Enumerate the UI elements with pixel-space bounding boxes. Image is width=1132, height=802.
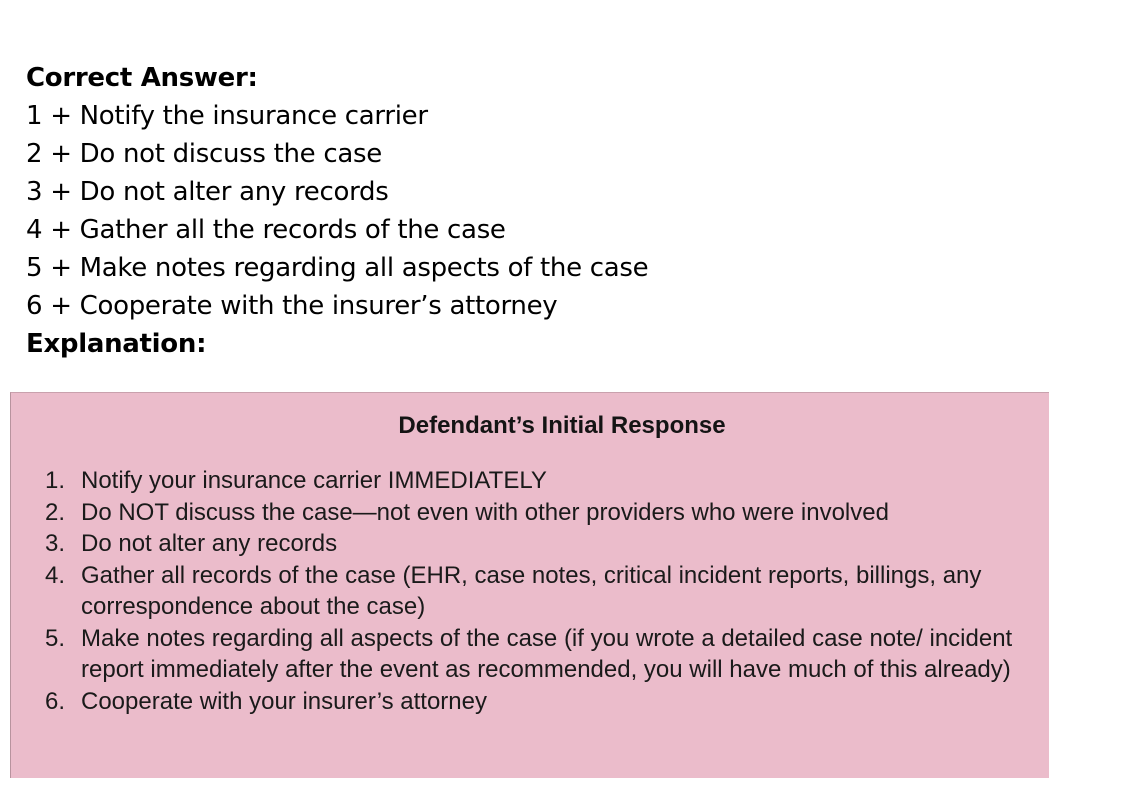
- figure-item-number: 1.: [45, 467, 66, 494]
- answer-item-6: 6 + Cooperate with the insurer’s attorney: [26, 291, 558, 321]
- figure-item-number: 5.: [45, 624, 66, 652]
- explanation-figure: [10, 392, 1049, 778]
- figure-list: [45, 465, 1031, 717]
- figure-item-number: 6.: [45, 687, 66, 715]
- figure-list-item: [45, 465, 1031, 497]
- figure-item-number: 2.: [45, 498, 66, 526]
- figure-item-text: Cooperate with your insurer’s attorney: [81, 687, 487, 715]
- figure-item-text: Make notes regarding all aspects of the case (if you wrote a detailed case note/ incident report immediately after the event as recommended, you will have much of this already): [81, 624, 1013, 683]
- figure-list-item: [45, 686, 1031, 718]
- answer-item-1: 1 + Notify the insurance carrier: [26, 101, 428, 131]
- answer-item-3: 3 + Do not alter any records: [26, 177, 389, 207]
- answer-section: [26, 59, 648, 363]
- figure-item-text: Gather all records of the case (EHR, case notes, critical incident reports, billings, any correspondence about the case): [81, 561, 982, 620]
- figure-item-text: Do not alter any records: [81, 530, 338, 557]
- figure-list-item: [45, 623, 1031, 686]
- answer-item-5: 5 + Make notes regarding all aspects of the case: [26, 253, 649, 283]
- figure-item-text: Do NOT discuss the case—not even with other providers who were involved: [81, 498, 889, 526]
- figure-list-item: [45, 528, 1031, 560]
- explanation-heading: Explanation:: [26, 329, 207, 359]
- figure-item-text: Notify your insurance carrier IMMEDIATELY: [81, 467, 547, 494]
- figure-list-item: [45, 497, 1031, 529]
- figure-item-number: 3.: [45, 530, 66, 557]
- figure-title: Defendant’s Initial Response: [398, 412, 726, 439]
- answer-item-2: 2 + Do not discuss the case: [26, 139, 382, 169]
- figure-list-item: [45, 560, 1031, 623]
- answer-item-4: 4 + Gather all the records of the case: [26, 215, 506, 245]
- figure-item-number: 4.: [45, 561, 66, 589]
- correct-answer-heading: Correct Answer:: [26, 63, 258, 93]
